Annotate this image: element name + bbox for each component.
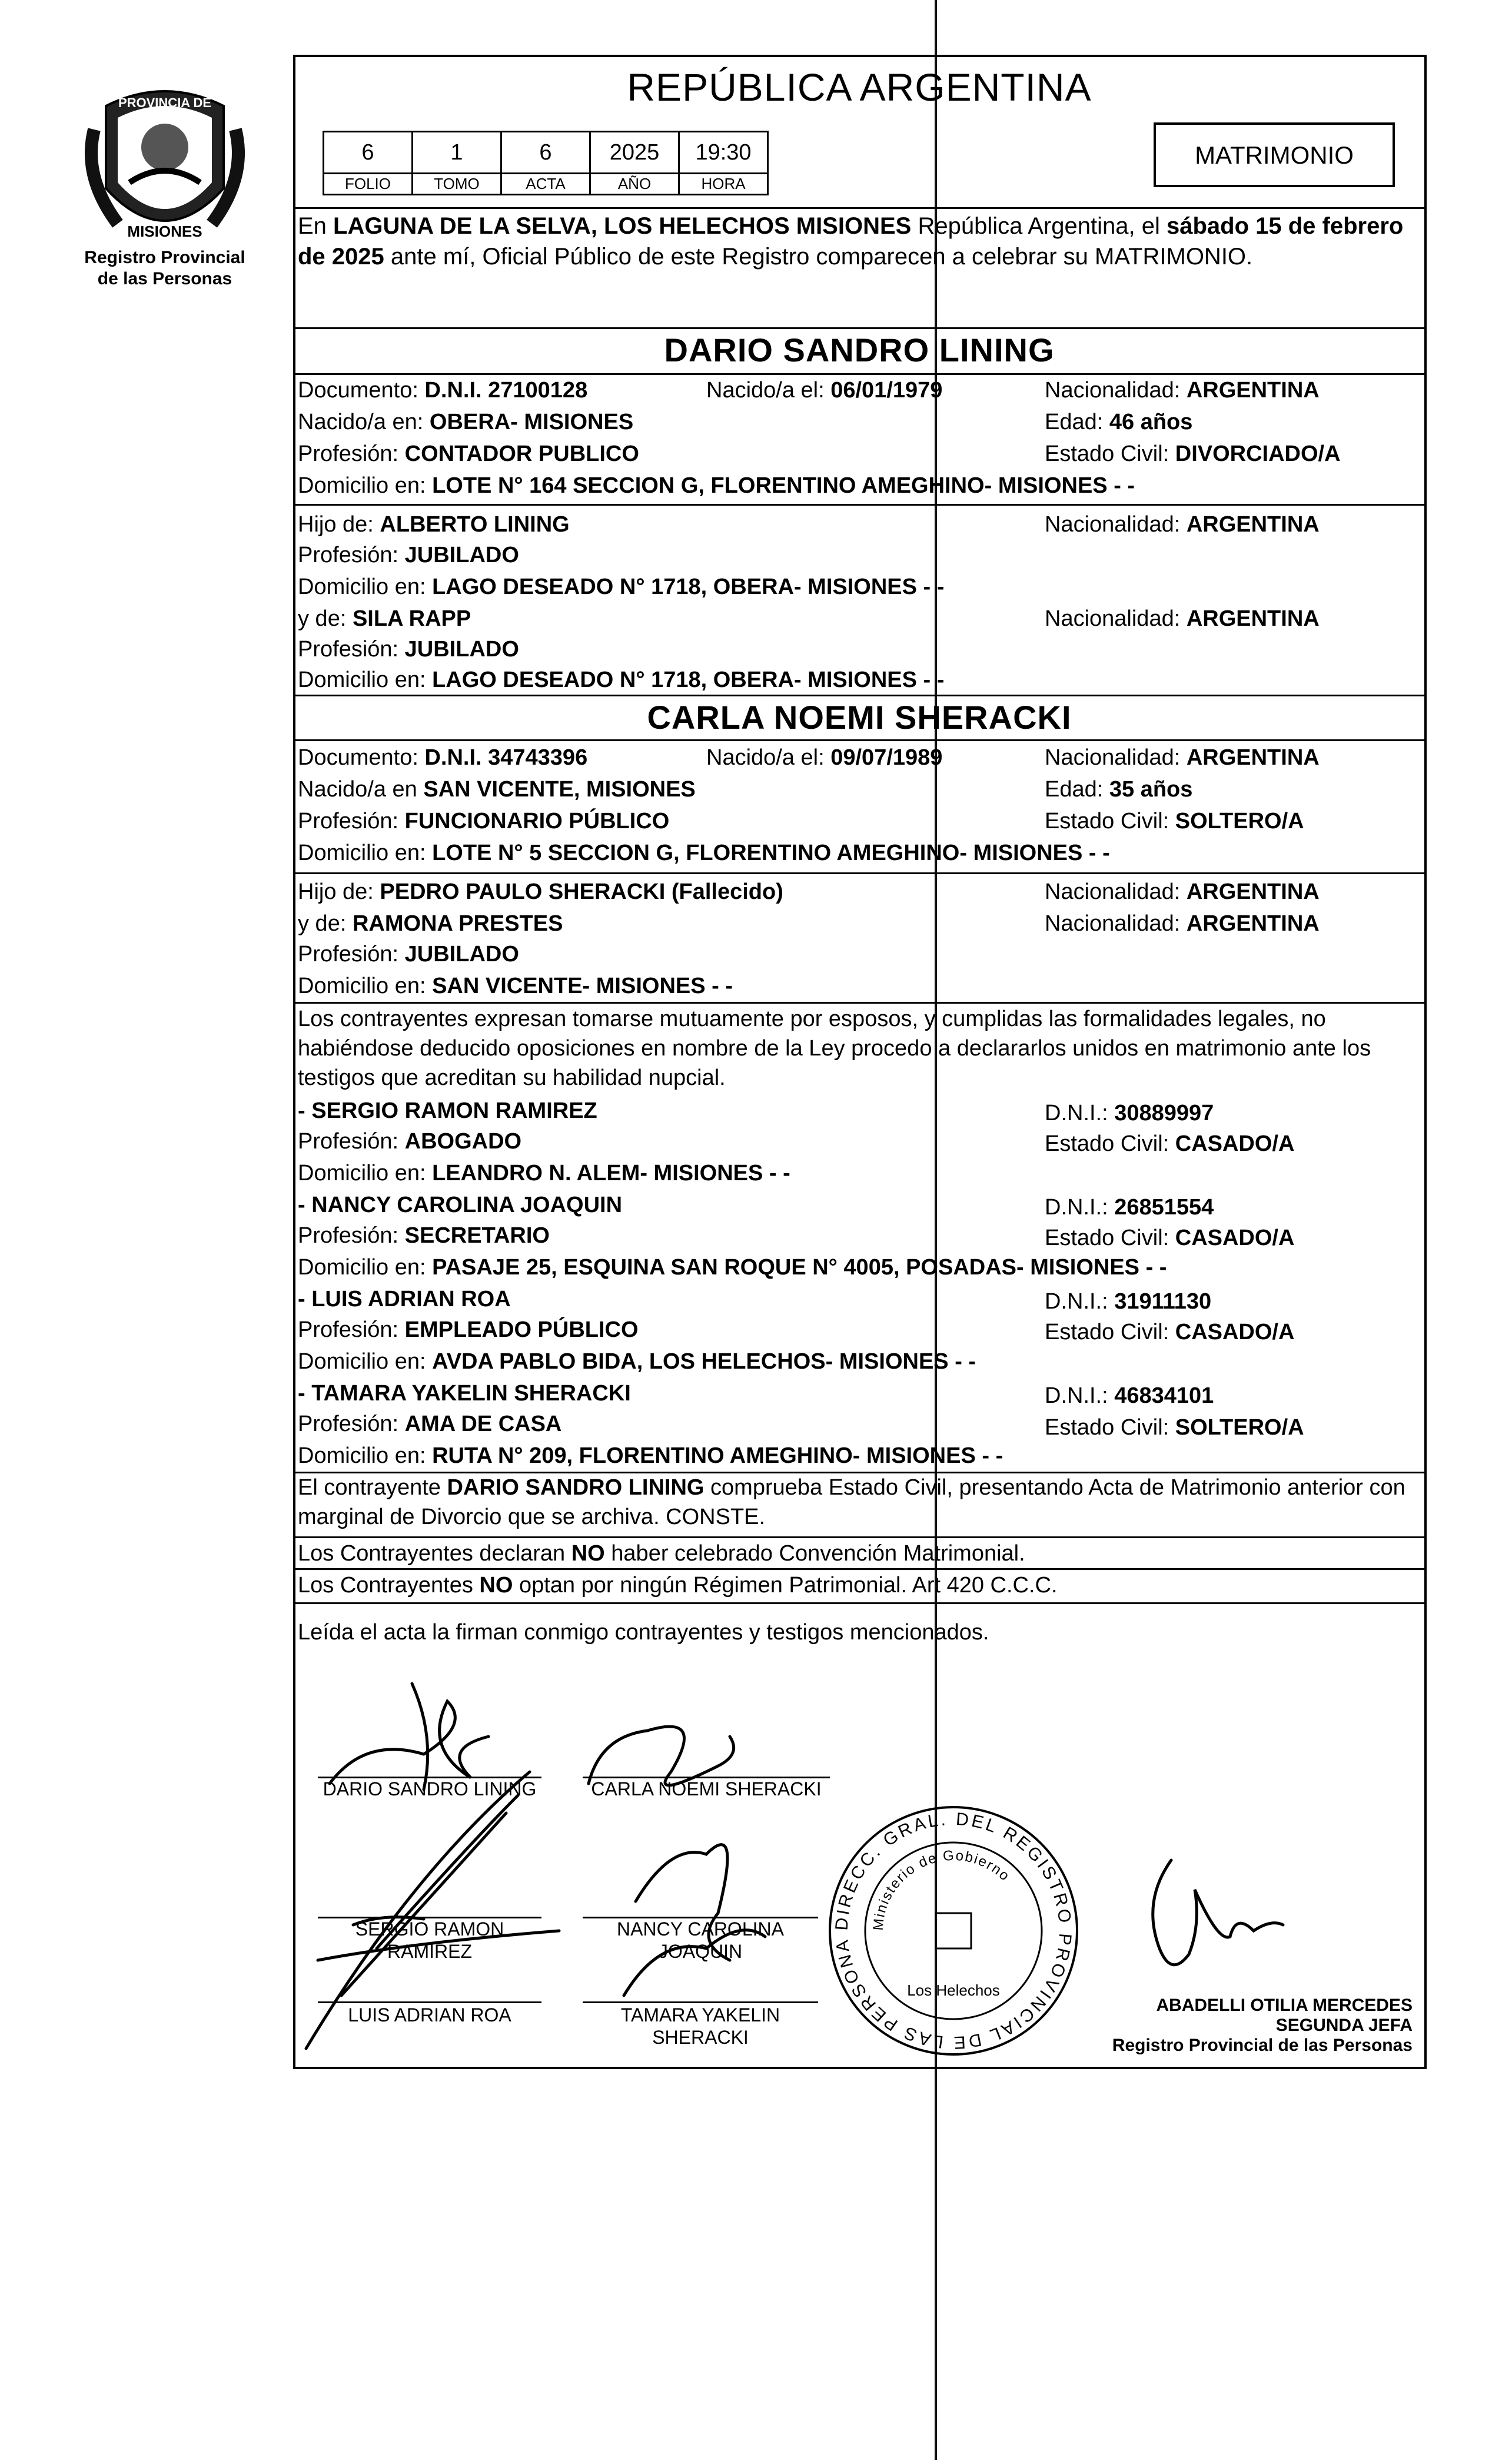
witness-3-civil-status: Estado Civil: CASADO/A — [1045, 1320, 1295, 1344]
groom-address: Domicilio en: LOTE N° 164 SECCION G, FLORENTINO AMEGHINO- MISIONES - - — [298, 473, 1135, 498]
regime-remark: Los Contrayentes NO optan por ningún Régimen Patrimonial. Art 420 C.C.C. — [298, 1573, 1058, 1598]
groom-birth-place: Nacido/a en: OBERA- MISIONES — [298, 410, 634, 434]
seal-outer-text: DIRECC. GRAL. DEL REGISTRO PROVINCIAL DE LAS PERSONA — [832, 1809, 1075, 2053]
bride-profession: Profesión: FUNCIONARIO PÚBLICO — [298, 809, 670, 834]
intro-day: sábado 15 — [1166, 213, 1282, 239]
bride-age: Edad: 35 años — [1045, 777, 1193, 802]
signature-line — [583, 2001, 818, 2003]
groom-father-address: Domicilio en: LAGO DESEADO N° 1718, OBERA- MISIONES - - — [298, 575, 945, 599]
bride-birth-place: Nacido/a en SAN VICENTE, MISIONES — [298, 777, 696, 802]
witness-4-signature-label: TAMARA YAKELIN SHERACKI — [620, 2004, 780, 2048]
divider — [293, 373, 1427, 375]
bride-civil-status: Estado Civil: SOLTERO/A — [1045, 809, 1304, 834]
bride-name-title: CARLA NOEMI SHERACKI — [647, 699, 1072, 736]
groom-signature-stroke — [412, 1684, 428, 1790]
groom-father-nationality: Nacionalidad: ARGENTINA — [1045, 512, 1320, 537]
intro-place: LAGUNA DE LA SELVA, LOS HELECHOS MISIONES — [333, 213, 912, 239]
divider — [293, 207, 1427, 209]
bride-father-nationality: Nacionalidad: ARGENTINA — [1045, 879, 1320, 904]
groom-father: Hijo de: ALBERTO LINING — [298, 512, 570, 537]
witness-1-civil-status: Estado Civil: CASADO/A — [1045, 1131, 1295, 1156]
witness-3-profession: Profesión: EMPLEADO PÚBLICO — [298, 1317, 639, 1342]
witness-3-signature-label: LUIS ADRIAN ROA — [348, 2004, 511, 2026]
declaration-paragraph: Los contrayentes expresan tomarse mutuamente por esposos, y cumplidas las formalidades legales, no habiéndose deducido oposiciones en nombre de la Ley procedo a declararlos unidos en matrimonio ante los testigos que acreditan su habilidad nupcial. — [298, 1007, 1371, 1090]
official-name: ABADELLI OTILIA MERCEDES — [1156, 1996, 1413, 2015]
folio-label: FOLIO — [324, 174, 413, 195]
acta-label: ACTA — [501, 174, 590, 195]
seal-inner-text: Ministerio de Gobierno — [870, 1847, 1013, 1931]
witness-2-address: Domicilio en: PASAJE 25, ESQUINA SAN ROQUE N° 4005, POSADAS- MISIONES - - — [298, 1255, 1167, 1280]
official-office: Registro Provincial de las Personas — [1112, 2036, 1413, 2055]
bride-parents-profession: Profesión: JUBILADO — [298, 942, 519, 967]
witness-4-profession: Profesión: AMA DE CASA — [298, 1412, 562, 1436]
crest-bottom-text: MISIONES — [127, 223, 202, 240]
groom-mother-profession: Profesión: JUBILADO — [298, 637, 519, 662]
witness-4-civil-status: Estado Civil: SOLTERO/A — [1045, 1415, 1304, 1440]
groom-signature-label: DARIO SANDRO LINING — [323, 1778, 537, 1800]
groom-civil-status: Estado Civil: DIVORCIADO/A — [1045, 441, 1341, 466]
groom-mother-nationality: Nacionalidad: ARGENTINA — [1045, 606, 1320, 631]
groom-father-profession: Profesión: JUBILADO — [298, 543, 519, 567]
year-label: AÑO — [590, 174, 679, 195]
registration-labels-row — [324, 174, 768, 195]
registration-table — [323, 131, 769, 195]
tomo-value: 1 — [413, 132, 501, 174]
registration-values-row — [324, 132, 768, 174]
witness-4-address: Domicilio en: RUTA N° 209, FLORENTINO AMEGHINO- MISIONES - - — [298, 1443, 1003, 1468]
divider — [293, 1568, 1427, 1570]
hour-label: HORA — [679, 174, 768, 195]
witness-2-signature-label: NANCY CAROLINA JOAQUIN — [617, 1918, 784, 1962]
bride-parents-address: Domicilio en: SAN VICENTE- MISIONES - - — [298, 974, 733, 998]
groom-document: Documento: D.N.I. 27100128 — [298, 378, 588, 403]
official-signature — [1136, 1854, 1289, 1984]
witness-1-dni: D.N.I.: 30889997 — [1045, 1101, 1214, 1126]
misiones-crest-icon — [82, 82, 247, 259]
divider — [293, 872, 1427, 874]
groom-mother-address: Domicilio en: LAGO DESEADO N° 1718, OBERA- MISIONES - - — [298, 668, 945, 692]
bride-document: Documento: D.N.I. 34743396 — [298, 745, 588, 770]
svg-text:Ministerio de Gobierno — [870, 1848, 1013, 1931]
logo-caption-line2: de las Personas — [97, 269, 232, 288]
official-name-block — [1106, 1996, 1413, 2056]
witness-2-civil-status: Estado Civil: CASADO/A — [1045, 1226, 1295, 1250]
witness-1-name: - SERGIO RAMON RAMIREZ — [298, 1098, 597, 1123]
divider — [293, 695, 1427, 696]
divider — [293, 739, 1427, 741]
divorce-remark: El contrayente DARIO SANDRO LINING comprueba Estado Civil, presentando Acta de Matrimonio anterior con marginal de Divorcio que se archiva. CONSTE. — [298, 1475, 1405, 1529]
crest-top-text: PROVINCIA DE — [118, 95, 212, 110]
page-title: REPÚBLICA ARGENTINA — [627, 65, 1092, 109]
logo-caption-line1: Registro Provincial — [84, 248, 245, 267]
witness-3-dni: D.N.I.: 31911130 — [1045, 1289, 1212, 1314]
intro-date: de febrero de 2025 — [298, 213, 1404, 270]
divider — [293, 504, 1427, 506]
registry-seal-icon — [824, 1801, 1083, 2060]
divider — [293, 1602, 1427, 1604]
groom-signature-stroke — [330, 1701, 489, 1784]
witness-2-profession: Profesión: SECRETARIO — [298, 1223, 550, 1248]
seal-bottom-text: Los Helechos — [907, 1981, 1000, 1999]
witness-2-name: - NANCY CAROLINA JOAQUIN — [298, 1193, 623, 1217]
witness-signature-stroke — [341, 1813, 506, 1996]
divider — [293, 1536, 1427, 1538]
witness-2-dni: D.N.I.: 26851554 — [1045, 1195, 1214, 1220]
groom-nationality: Nacionalidad: ARGENTINA — [1045, 378, 1320, 403]
witness-3-name: - LUIS ADRIAN ROA — [298, 1287, 511, 1312]
witness-4-name: - TAMARA YAKELIN SHERACKI — [298, 1381, 631, 1406]
bride-birth-date: Nacido/a el: 09/07/1989 — [706, 745, 943, 770]
official-title: SEGUNDA JEFA — [1275, 2016, 1413, 2035]
hour-value: 19:30 — [679, 132, 768, 174]
bride-mother-nationality: Nacionalidad: ARGENTINA — [1045, 911, 1320, 936]
document-type-box: MATRIMONIO — [1154, 122, 1395, 187]
bride-address: Domicilio en: LOTE N° 5 SECCION G, FLORENTINO AMEGHINO- MISIONES - - — [298, 841, 1110, 865]
intro-paragraph: En LAGUNA DE LA SELVA, LOS HELECHOS MISIONES República Argentina, el sábado 15 de febrero de 2025 ante mí, Oficial Público de este Registro comparecen a celebrar su MATRIMONIO. — [298, 213, 1404, 270]
witness-3-address: Domicilio en: AVDA PABLO BIDA, LOS HELECHOS- MISIONES - - — [298, 1349, 976, 1374]
witness-4-dni: D.N.I.: 46834101 — [1045, 1383, 1214, 1408]
bride-signature-label: CARLA NOEMI SHERACKI — [591, 1778, 822, 1800]
bride-father: Hijo de: PEDRO PAULO SHERACKI (Fallecido) — [298, 879, 783, 904]
divider — [293, 1002, 1427, 1004]
folio-value: 6 — [324, 132, 413, 174]
tomo-label: TOMO — [413, 174, 501, 195]
groom-birth-date: Nacido/a el: 06/01/1979 — [706, 378, 943, 403]
groom-age: Edad: 46 años — [1045, 410, 1193, 434]
groom-name-title: DARIO SANDRO LINING — [664, 331, 1055, 368]
witness-1-address: Domicilio en: LEANDRO N. ALEM- MISIONES - - — [298, 1161, 790, 1186]
groom-mother: y de: SILA RAPP — [298, 606, 471, 631]
bride-nationality: Nacionalidad: ARGENTINA — [1045, 745, 1320, 770]
signature-line — [318, 2001, 541, 2003]
closing-remark: Leída el acta la firman conmigo contrayentes y testigos mencionados. — [298, 1620, 989, 1645]
witness-1-profession: Profesión: ABOGADO — [298, 1129, 522, 1154]
groom-profession: Profesión: CONTADOR PUBLICO — [298, 441, 639, 466]
divider — [293, 327, 1427, 329]
acta-value: 6 — [501, 132, 590, 174]
convention-remark: Los Contrayentes declaran NO haber celebrado Convención Matrimonial. — [298, 1541, 1025, 1566]
bride-mother: y de: RAMONA PRESTES — [298, 911, 563, 936]
year-value: 2025 — [590, 132, 679, 174]
witness-1-signature-label: SERGIO RAMON RAMIREZ — [355, 1918, 504, 1962]
logo-caption — [71, 247, 259, 290]
